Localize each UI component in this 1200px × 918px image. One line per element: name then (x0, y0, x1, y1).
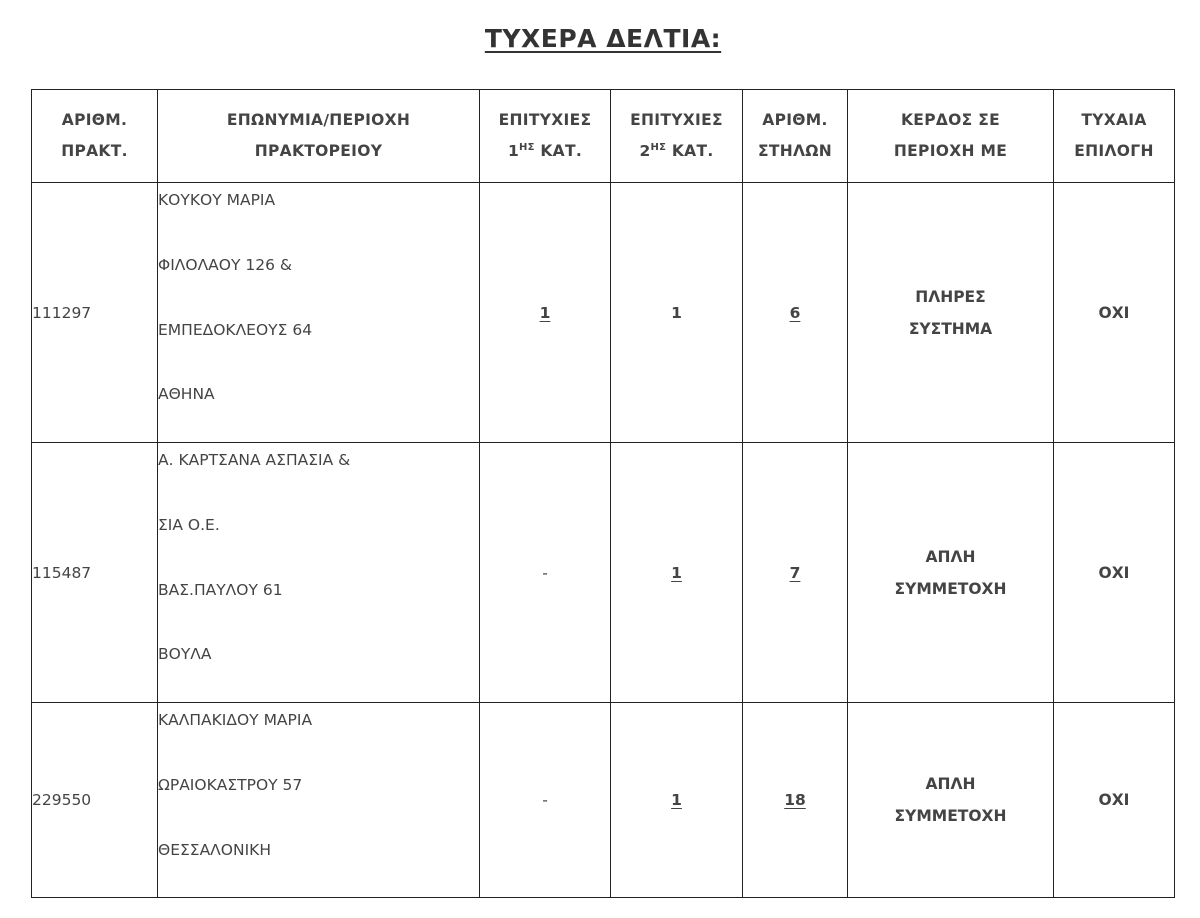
gain-type: ΠΛΗΡΕΣ ΣΥΣΤΗΜΑ (848, 183, 1054, 443)
table-row (32, 703, 1175, 898)
agency-line: ΣΙΑ Ο.Ε. (158, 515, 220, 534)
page-title: ΤΥΧΕΡΑ ΔΕΛΤΙΑ: (484, 24, 722, 53)
agency-line: ΚΟΥΚΟΥ ΜΑΡΙΑ (158, 191, 276, 209)
columns-count (743, 443, 848, 703)
gain-type: ΑΠΛΗ ΣΥΜΜΕΤΟΧΗ (848, 703, 1054, 898)
agency-line: ΚΑΛΠΑΚΙΔΟΥ ΜΑΡΙΑ (158, 711, 313, 729)
second-category-wins (611, 703, 743, 898)
header-second-category-wins: ΕΠΙΤΥΧΙΕΣ $2^{H\Sigma}$ ΚΑΤ. (611, 90, 743, 183)
agency-line: ΒΑΣ.ΠΑΥΛΟΥ 61 (158, 580, 283, 599)
table-header-row (32, 90, 1175, 183)
agency-details (158, 703, 480, 898)
agency-details (158, 443, 480, 703)
lucky-tickets-table (31, 89, 1175, 898)
agency-code: 111297 (32, 183, 158, 443)
table-row (32, 443, 1175, 703)
agency-line: ΑΘΗΝΑ (158, 385, 215, 404)
table-row (32, 183, 1175, 443)
header-agency-code: ΑΡΙΘΜ. ΠΡΑΚΤ. (32, 90, 158, 183)
second-category-link[interactable]: 1 (671, 563, 682, 582)
columns-count-link[interactable]: 18 (784, 791, 806, 810)
first-category-wins (480, 183, 611, 443)
agency-line: ΒΟΥΛΑ (158, 645, 212, 664)
second-category-link[interactable]: 1 (671, 791, 682, 810)
columns-count-link[interactable]: 7 (789, 563, 801, 582)
header-first-category-wins: ΕΠΙΤΥΧΙΕΣ $1^{H\Sigma}$ ΚΑΤ. (480, 90, 611, 183)
header-gain-type: ΚΕΡΔΟΣ ΣΕ ΠΕΡΙΟΧΗ ΜΕ (848, 90, 1054, 183)
first-category-link[interactable]: 1 (539, 303, 551, 322)
agency-line: Α. ΚΑΡΤΣΑΝΑ ΑΣΠΑΣΙΑ & (158, 451, 351, 469)
random-pick: ΟΧΙ (1054, 183, 1175, 443)
header-random-pick: ΤΥΧΑΙΑ ΕΠΙΛΟΓΗ (1054, 90, 1175, 183)
agency-line: ΩΡΑΙΟΚΑΣΤΡΟΥ 57 (158, 775, 303, 794)
agency-code: 115487 (32, 443, 158, 703)
agency-code: 229550 (32, 703, 158, 898)
columns-count (743, 703, 848, 898)
header-agency-name: ΕΠΩΝΥΜΙΑ/ΠΕΡΙΟΧΗ ΠΡΑΚΤΟΡΕΙΟΥ (158, 90, 480, 183)
second-category-wins: 1 (611, 183, 743, 443)
first-category-wins: - (480, 703, 611, 898)
random-pick: ΟΧΙ (1054, 703, 1175, 898)
gain-type: ΑΠΛΗ ΣΥΜΜΕΤΟΧΗ (848, 443, 1054, 703)
second-category-wins (611, 443, 743, 703)
columns-count-link[interactable]: 6 (789, 303, 801, 322)
first-category-wins: - (480, 443, 611, 703)
agency-details (158, 183, 480, 443)
agency-line: ΘΕΣΣΑΛΟΝΙΚΗ (158, 840, 271, 859)
agency-line: ΦΙΛΟΛΑΟΥ 126 & (158, 255, 292, 274)
header-columns-count: ΑΡΙΘΜ. ΣΤΗΛΩΝ (743, 90, 848, 183)
random-pick: ΟΧΙ (1054, 443, 1175, 703)
columns-count (743, 183, 848, 443)
agency-line: ΕΜΠΕΔΟΚΛΕΟΥΣ 64 (158, 320, 313, 339)
